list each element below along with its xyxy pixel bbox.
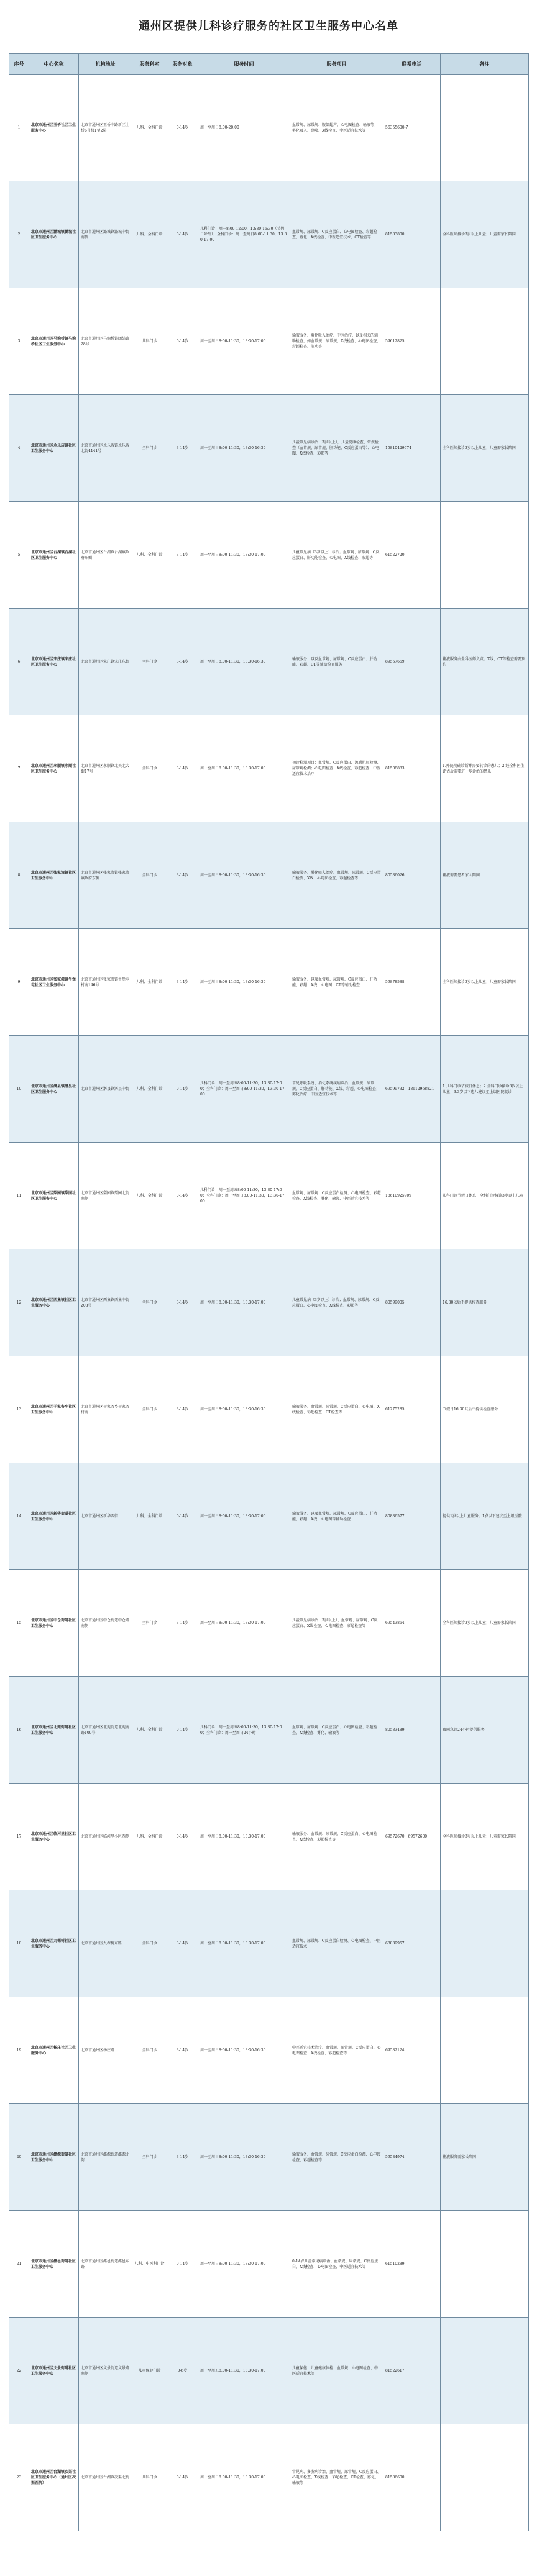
table-row (9, 75, 529, 181)
header-service-time: 服务时间 (198, 54, 290, 75)
phone-cell: 15810429674 (383, 395, 441, 502)
row-index-cell: 11 (9, 1143, 29, 1249)
table-row (9, 1463, 529, 1570)
row-index-cell: 4 (9, 395, 29, 502)
remarks-cell: 16:30以后不提供检查服务 (441, 1249, 529, 1356)
table-row (9, 1249, 529, 1356)
service-items-cell: 输液服务、血常规、尿常规、C反应蛋白、心电图检查、X线检查、彩超检查等 (290, 1784, 383, 1890)
service-time-cell: 周一至周五8:00-11:30，13:30-17:00 (198, 2318, 290, 2424)
row-index-cell: 16 (9, 1677, 29, 1784)
service-time-cell: 周一至周日8:00-11:30，13:30-16:30 (198, 609, 290, 715)
department-cell: 儿科、全科门诊 (132, 1677, 167, 1784)
center-name-cell: 北京市通州区西集镇社区卫生服务中心 (29, 1249, 79, 1356)
row-index-cell: 22 (9, 2318, 29, 2424)
address-cell: 北京市通州区西集镇西集中街208号 (79, 1249, 132, 1356)
service-items-cell: 血常规、尿常规、C反应蛋白、心电图检查、彩超检查、X线检查、雾化、输液等 (290, 1677, 383, 1784)
service-items-cell: 儿童常见病诊治（3岁以上），儿童健康检查、常规检查（血常规、尿常规、肝功能、C反应蛋白等）、心电图、X线检查、彩超等 (290, 395, 383, 502)
service-items-cell: 输液服务、雾化吸入治疗、血常规、尿常规、C反应蛋白检测、X线、心电图检查、彩超检查等 (290, 822, 383, 929)
service-items-cell: 输液服务、以及血常规、尿常规、C反应蛋白、肝功能、彩超、X线、心电图、CT等辅助检查 (290, 929, 383, 1036)
row-index-cell: 17 (9, 1784, 29, 1890)
remarks-cell: 全科医师接诊3岁以上儿童；儿童需家长陪同 (441, 181, 529, 288)
address-cell: 北京市通州区北苑街道北苑南路100号 (79, 1677, 132, 1784)
service-target-cell: 0-6岁 (167, 2318, 198, 2424)
row-index-cell: 2 (9, 181, 29, 288)
address-cell: 北京市通州区文景街道文景路南侧 (79, 2318, 132, 2424)
row-index-cell: 5 (9, 502, 29, 609)
row-index-cell: 9 (9, 929, 29, 1036)
service-target-cell: 3-14岁 (167, 715, 198, 822)
service-target-cell: 0-14岁 (167, 1143, 198, 1249)
header-remarks: 备注 (441, 54, 529, 75)
header-phone: 联系电话 (383, 54, 441, 75)
department-cell: 全科门诊 (132, 2104, 167, 2211)
phone-cell: 61510289 (383, 2211, 441, 2318)
table-row (9, 1677, 529, 1784)
center-name-cell: 北京市通州区文景街道社区卫生服务中心 (29, 2318, 79, 2424)
remarks-cell: 夜间急诊24小时提供服务 (441, 1677, 529, 1784)
service-time-cell: 周一至周日8:00-20:00 (198, 75, 290, 181)
department-cell: 全科门诊 (132, 1356, 167, 1463)
service-target-cell: 3-14岁 (167, 1570, 198, 1677)
department-cell: 儿科、全科门诊 (132, 929, 167, 1036)
remarks-cell (441, 2424, 529, 2531)
phone-cell: 80599005 (383, 1249, 441, 1356)
center-name-cell: 北京市通州区杨庄社区卫生服务中心 (29, 1997, 79, 2104)
phone-cell: 80586026 (383, 822, 441, 929)
service-time-cell: 周一至周日8:00-11:30，13:30-17:00 (198, 2211, 290, 2318)
service-time-cell: 周一至周日8:00-11:30，13:30-17:00 (198, 2424, 290, 2531)
table-row (9, 1143, 529, 1249)
address-cell: 北京市通州区临河里小区西侧 (79, 1784, 132, 1890)
center-name-cell: 北京市通州区玉桥社区卫生服务中心 (29, 75, 79, 181)
department-cell: 全科门诊 (132, 609, 167, 715)
center-name-cell: 北京市通州区永乐店镇社区卫生服务中心 (29, 395, 79, 502)
remarks-cell: 全科医师接诊3岁以上儿童；儿童需家长陪同 (441, 395, 529, 502)
remarks-cell (441, 2211, 529, 2318)
table-row (9, 395, 529, 502)
service-items-cell: 输液服务、血常规、尿常规、C反应蛋白检测、心电图检查、彩超检查等 (290, 2104, 383, 2211)
service-time-cell: 周一至周日8:00-11:30，13:30-16:30 (198, 929, 290, 1036)
phone-cell: 56355600-7 (383, 75, 441, 181)
table-row (9, 1036, 529, 1143)
phone-cell: 69599732，18612968821 (383, 1036, 441, 1143)
table-row (9, 1890, 529, 1997)
address-cell: 北京市通州区潞邑街道潞邑东路 (79, 2211, 132, 2318)
header-index: 序号 (9, 54, 29, 75)
service-items-cell: 血常规、尿常规、腹部超声、心电图检查、输液等；雾化吸入、鼻喷、X线检查、中医适宜技术等 (290, 75, 383, 181)
phone-cell: 69572670，69572600 (383, 1784, 441, 1890)
remarks-cell (441, 288, 529, 395)
department-cell: 全科门诊 (132, 1997, 167, 2104)
center-name-cell: 北京市通州区台湖镇次渠社区卫生服务中心（通州区次渠医院） (29, 2424, 79, 2531)
service-items-cell: 常见病、多发病诊治、血常规、尿常规、C反应蛋白、心电图检查、X线检查、彩超检查、CT检查、雾化、输液等 (290, 2424, 383, 2531)
remarks-cell (441, 1997, 529, 2104)
address-cell: 北京市通州区中仓街道中仓路南侧 (79, 1570, 132, 1677)
service-items-cell: 血常规、尿常规、C反应蛋白检测、心电图检查、中医适宜技术 (290, 1890, 383, 1997)
service-target-cell: 0-14岁 (167, 288, 198, 395)
department-cell: 儿科、全科门诊 (132, 1143, 167, 1249)
service-time-cell: 周一至周日8:00-11:30，13:30-17:00 (198, 288, 290, 395)
service-items-cell: 儿童保健、儿童健康体检、血常规、心电图检查、中医适宜技术等 (290, 2318, 383, 2424)
service-time-cell: 周一至周日8:00-11:30，13:30-16:30 (198, 2104, 290, 2211)
row-index-cell: 6 (9, 609, 29, 715)
center-name-cell: 北京市通州区宋庄镇宋庄社区卫生服务中心 (29, 609, 79, 715)
table-row (9, 1570, 529, 1677)
department-cell: 全科门诊 (132, 1890, 167, 1997)
service-time-cell: 周一至周日8:00-11:30，13:30-16:30 (198, 822, 290, 929)
row-index-cell: 3 (9, 288, 29, 395)
department-cell: 全科门诊 (132, 1249, 167, 1356)
address-cell: 北京市通州区于家务乡于家务村南 (79, 1356, 132, 1463)
phone-cell: 89567669 (383, 609, 441, 715)
address-cell: 北京市通州区潞城镇潞城中街南侧 (79, 181, 132, 288)
address-cell: 北京市通州区张家湾镇牛堡屯村南146号 (79, 929, 132, 1036)
header-department: 服务科室 (132, 54, 167, 75)
service-time-cell: 周一至周日8:00-11:30，13:30-17:00 (198, 1784, 290, 1890)
phone-cell: 59878588 (383, 929, 441, 1036)
row-index-cell: 10 (9, 1036, 29, 1143)
remarks-cell: 输液服务由全科医师负责；X线、CT等检查需要预约 (441, 609, 529, 715)
table-row (9, 1784, 529, 1890)
service-items-cell: 常见呼吸系统、消化系统疾病诊治；血常规、尿常规、C反应蛋白、肝功能、X线、彩超、心电图检查；雾化治疗、中医适宜技术等 (290, 1036, 383, 1143)
service-time-cell: 周一至周日8:00-11:30，13:30-16:30 (198, 1997, 290, 2104)
remarks-cell (441, 502, 529, 609)
table-row (9, 822, 529, 929)
department-cell: 儿科、全科门诊 (132, 1036, 167, 1143)
service-items-cell: 输液服务、以及血常规、尿常规、C反应蛋白、肝功能、彩超、CT等辅助检查服务 (290, 609, 383, 715)
phone-cell: 69543864 (383, 1570, 441, 1677)
department-cell: 儿科、全科门诊 (132, 75, 167, 181)
department-cell: 儿科、全科门诊 (132, 1463, 167, 1570)
department-cell: 全科门诊 (132, 1570, 167, 1677)
address-cell: 北京市通州区九棵树东路 (79, 1890, 132, 1997)
center-name-cell: 北京市通州区台湖镇台湖社区卫生服务中心 (29, 502, 79, 609)
remarks-cell: 1.外院明确诊断并需要转诊的患儿；2.经全科医生评估后需要进一步诊治的患儿 (441, 715, 529, 822)
table-row (9, 609, 529, 715)
address-cell: 北京市通州区张家湾镇张家湾镇政府东侧 (79, 822, 132, 929)
header-center-name: 中心名称 (29, 54, 79, 75)
row-index-cell: 23 (9, 2424, 29, 2531)
service-time-cell: 儿科门诊：周一至周五8:00-11:30，13:30-17:00；全科门诊：周一至周日24小时 (198, 1677, 290, 1784)
address-cell: 北京市通州区宋庄镇宋庄东街 (79, 609, 132, 715)
remarks-cell: 全科医师接诊3岁以上儿童；儿童需家长陪同 (441, 1570, 529, 1677)
table-row (9, 1997, 529, 2104)
center-name-cell: 北京市通州区于家务乡社区卫生服务中心 (29, 1356, 79, 1463)
department-cell: 全科门诊 (132, 715, 167, 822)
remarks-cell: 儿科门诊节假日休息；全科门诊接诊3岁以上儿童 (441, 1143, 529, 1249)
table-row (9, 2424, 529, 2531)
row-index-cell: 19 (9, 1997, 29, 2104)
service-target-cell: 0-14岁 (167, 1463, 198, 1570)
row-index-cell: 13 (9, 1356, 29, 1463)
remarks-cell: 输液需要患者家人陪同 (441, 822, 529, 929)
department-cell: 儿童保健门诊 (132, 2318, 167, 2424)
service-target-cell: 3-14岁 (167, 1356, 198, 1463)
center-name-cell: 北京市通州区临河里社区卫生服务中心 (29, 1784, 79, 1890)
department-cell: 儿科、中医科门诊 (132, 2211, 167, 2318)
address-cell: 北京市通州区梨园镇梨园北街南侧 (79, 1143, 132, 1249)
table-row (9, 1356, 529, 1463)
service-target-cell: 0-14岁 (167, 181, 198, 288)
service-target-cell: 3-14岁 (167, 1997, 198, 2104)
address-cell: 北京市通州区新华西街 (79, 1463, 132, 1570)
table-row (9, 929, 529, 1036)
service-target-cell: 0-14岁 (167, 1784, 198, 1890)
remarks-cell: 输液服务需家长陪同 (441, 2104, 529, 2211)
department-cell: 全科门诊 (132, 395, 167, 502)
remarks-cell (441, 1890, 529, 1997)
remarks-cell: 1.儿科门诊节假日休息；2.全科门诊接诊3岁以上儿童；3.3岁以下患儿建议至上级医院就诊 (441, 1036, 529, 1143)
service-target-cell: 3-14岁 (167, 395, 198, 502)
address-cell: 北京市通州区马驹桥镇团结路28号 (79, 288, 132, 395)
center-name-cell: 北京市通州区中仓街道社区卫生服务中心 (29, 1570, 79, 1677)
table-row (9, 502, 529, 609)
remarks-cell (441, 75, 529, 181)
address-cell: 北京市通州区漷县镇漷县中街 (79, 1036, 132, 1143)
service-items-cell: 输液服务、以及血常规、尿常规、C反应蛋白、肝功能、彩超、X线、心电图等辅助检查 (290, 1463, 383, 1570)
row-index-cell: 1 (9, 75, 29, 181)
phone-cell: 59612825 (383, 288, 441, 395)
table-row (9, 2104, 529, 2211)
service-target-cell: 3-14岁 (167, 929, 198, 1036)
header-address: 机构地址 (79, 54, 132, 75)
service-items-cell: 儿童常见病诊治（3岁以上）、血常规、尿常规、C反应蛋白、X线检查、心电图检查、彩超检查等 (290, 1570, 383, 1677)
service-target-cell: 3-14岁 (167, 1890, 198, 1997)
address-cell: 北京市通州区杨庄路 (79, 1997, 132, 2104)
table-row (9, 181, 529, 288)
row-index-cell: 12 (9, 1249, 29, 1356)
remarks-cell: 全科医师接诊3岁以上儿童；儿童需家长陪同 (441, 1784, 529, 1890)
service-items-cell: 输液服务、雾化吸入治疗、中医治疗、以及相关的辅助检查，如血常规、尿常规、X线检查、心电图检查、彩超检查、肝功等 (290, 288, 383, 395)
service-target-cell: 3-14岁 (167, 2104, 198, 2211)
service-target-cell: 3-14岁 (167, 502, 198, 609)
center-name-cell: 北京市通州区九棵树社区卫生服务中心 (29, 1890, 79, 1997)
center-name-cell: 北京市通州区潞源街道社区卫生服务中心 (29, 2104, 79, 2211)
service-time-cell: 周一至周日8:00-11:30，13:30-17:00 (198, 1463, 290, 1570)
service-time-cell: 周一至周日8:00-11:30，13:30-17:00 (198, 1570, 290, 1677)
service-items-cell: 0-14岁儿童常见病诊治、血常规、尿常规、C反应蛋白、X线检查、心电图检查、中医适宜技术等 (290, 2211, 383, 2318)
service-time-cell: 周一至周日8:00-11:30，13:30-17:00 (198, 715, 290, 822)
table-row (9, 2211, 529, 2318)
table-row (9, 2318, 529, 2424)
service-time-cell: 儿科门诊：周一至周五8:00-11:30，13:30-17:00；全科门诊：周一至周日8:00-11:30，13:30-17:00 (198, 1143, 290, 1249)
service-target-cell: 0-14岁 (167, 2424, 198, 2531)
remarks-cell: 节假日16:30以后不提供检查服务 (441, 1356, 529, 1463)
center-name-cell: 北京市通州区马驹桥镇马驹桥社区卫生服务中心 (29, 288, 79, 395)
remarks-cell: 提供1岁以上儿童服务；1岁以下建议至上级医院 (441, 1463, 529, 1570)
row-index-cell: 15 (9, 1570, 29, 1677)
center-name-cell: 北京市通州区张家湾镇牛堡屯社区卫生服务中心 (29, 929, 79, 1036)
page-title: 通州区提供儿科诊疗服务的社区卫生服务中心名单 (139, 20, 398, 33)
phone-cell: 68839957 (383, 1890, 441, 1997)
remarks-cell (441, 2318, 529, 2424)
service-target-cell: 3-14岁 (167, 822, 198, 929)
service-items-cell: 初诊检测项目：血常规、C反应蛋白、流感抗原检测、尿常规检测；心电图检查、X线检查、彩超检查；中医适宜技术治疗 (290, 715, 383, 822)
address-cell: 北京市通州区潞源街道潞源北街 (79, 2104, 132, 2211)
row-index-cell: 7 (9, 715, 29, 822)
phone-cell: 59584974 (383, 2104, 441, 2211)
row-index-cell: 21 (9, 2211, 29, 2318)
center-name-cell: 北京市通州区永顺镇永顺社区卫生服务中心 (29, 715, 79, 822)
center-name-cell: 北京市通州区张家湾镇社区卫生服务中心 (29, 822, 79, 929)
department-cell: 儿科门诊 (132, 2424, 167, 2531)
center-name-cell: 北京市通州区潞邑街道社区卫生服务中心 (29, 2211, 79, 2318)
phone-cell: 61522720 (383, 502, 441, 609)
phone-cell: 81508883 (383, 715, 441, 822)
table-header-row (9, 54, 529, 75)
phone-cell: 81583800 (383, 181, 441, 288)
service-items-cell: 儿童常见病（3岁以上）诊治；血常规、尿常规、C反应蛋白、心电图检查、X线检查、彩超等 (290, 1249, 383, 1356)
service-time-cell: 儿科门诊：周一至周五8:00-11:30，13:30-17:00；全科门诊：周一至周日8:00-11:30，13:30-17:00 (198, 1036, 290, 1143)
row-index-cell: 8 (9, 822, 29, 929)
phone-cell: 81522617 (383, 2318, 441, 2424)
service-items-cell: 血常规、尿常规、C反应蛋白、心电图检查、彩超检查、雾化、X线检查、中医适宜技术、CT检查等 (290, 181, 383, 288)
address-cell: 北京市通州区玉桥中路新区土桥6号楼1至2层 (79, 75, 132, 181)
service-items-cell: 中医适宜技术治疗、血常规、尿常规、C反应蛋白、心电图检查、X线检查、彩超检查等 (290, 1997, 383, 2104)
service-target-cell: 0-14岁 (167, 2211, 198, 2318)
row-index-cell: 20 (9, 2104, 29, 2211)
service-time-cell: 周一至周日8:00-11:30，13:30-17:00 (198, 1890, 290, 1997)
service-time-cell: 周一至周日8:00-11:30，13:30-17:00 (198, 1249, 290, 1356)
header-service-items: 服务项目 (290, 54, 383, 75)
table-row (9, 715, 529, 822)
address-cell: 北京市通州区永乐店镇永乐店北街4141号 (79, 395, 132, 502)
table-row (9, 288, 529, 395)
clinic-table (9, 53, 529, 2531)
service-time-cell: 周一至周日8:00-11:30，13:30-17:00 (198, 502, 290, 609)
service-time-cell: 儿科门诊：周一8:00-12:00，13:30-16:30（节假日除外）；全科门诊：周一至周日8:00-11:30，13:30-17:00 (198, 181, 290, 288)
service-target-cell: 3-14岁 (167, 1249, 198, 1356)
service-target-cell: 3-14岁 (167, 609, 198, 715)
center-name-cell: 北京市通州区梨园镇梨园社区卫生服务中心 (29, 1143, 79, 1249)
phone-cell: 80533489 (383, 1677, 441, 1784)
service-items-cell: 血常规、尿常规、C反应蛋白检测、心电图检查、彩超检查、X线检查、雾化、输液、中医适宜技术等 (290, 1143, 383, 1249)
address-cell: 北京市通州区永顺镇北关北大街17号 (79, 715, 132, 822)
service-target-cell: 0-14岁 (167, 1677, 198, 1784)
address-cell: 北京市通州区台湖镇次渠北街 (79, 2424, 132, 2531)
center-name-cell: 北京市通州区北苑街道社区卫生服务中心 (29, 1677, 79, 1784)
department-cell: 全科门诊 (132, 822, 167, 929)
service-target-cell: 0-14岁 (167, 1036, 198, 1143)
phone-cell: 18610925909 (383, 1143, 441, 1249)
service-items-cell: 儿童常见病（3岁以上）诊治；血常规、尿常规、C反应蛋白、肝功能检查、心电图、X线检查、彩超等 (290, 502, 383, 609)
phone-cell: 81586600 (383, 2424, 441, 2531)
service-items-cell: 输液服务、血常规、尿常规、C反应蛋白、心电图、X线检查、彩超检查、CT检查等 (290, 1356, 383, 1463)
center-name-cell: 北京市通州区潞城镇潞城社区卫生服务中心 (29, 181, 79, 288)
row-index-cell: 18 (9, 1890, 29, 1997)
center-name-cell: 北京市通州区漷县镇漷县社区卫生服务中心 (29, 1036, 79, 1143)
department-cell: 儿科、全科门诊 (132, 181, 167, 288)
department-cell: 儿科门诊 (132, 288, 167, 395)
address-cell: 北京市通州区台湖镇台湖镇政府东侧 (79, 502, 132, 609)
row-index-cell: 14 (9, 1463, 29, 1570)
header-service-target: 服务对象 (167, 54, 198, 75)
service-time-cell: 周一至周日8:00-11:30，13:30-16:30 (198, 395, 290, 502)
service-time-cell: 周一至周日8:00-11:30，13:30-16:30 (198, 1356, 290, 1463)
phone-cell: 69582124 (383, 1997, 441, 2104)
phone-cell: 80886577 (383, 1463, 441, 1570)
department-cell: 儿科、全科门诊 (132, 502, 167, 609)
remarks-cell: 全科医师接诊3岁以上儿童；儿童需家长陪同 (441, 929, 529, 1036)
service-target-cell: 0-14岁 (167, 75, 198, 181)
phone-cell: 61275285 (383, 1356, 441, 1463)
center-name-cell: 北京市通州区新华街道社区卫生服务中心 (29, 1463, 79, 1570)
department-cell: 儿科、全科门诊 (132, 1784, 167, 1890)
table-body (9, 75, 529, 2531)
